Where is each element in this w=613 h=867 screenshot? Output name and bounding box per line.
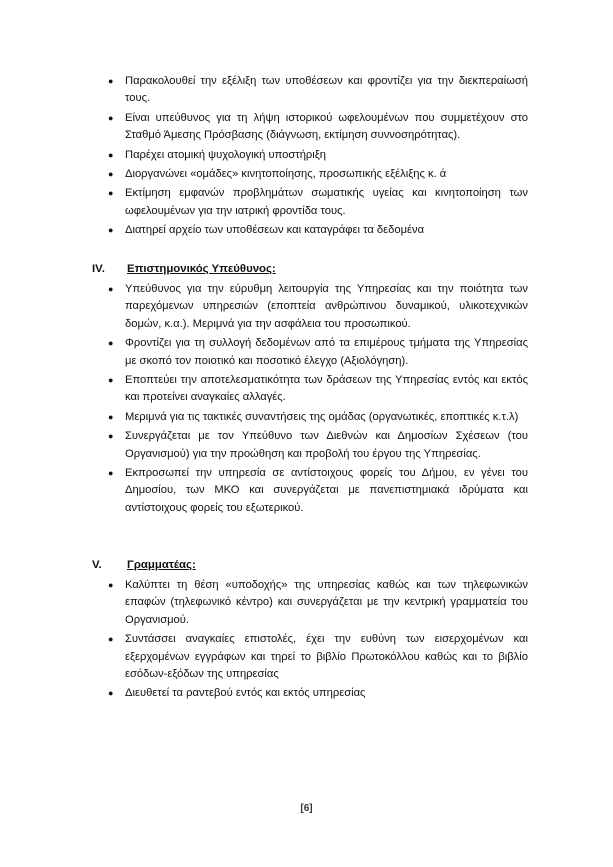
section-title: Γραμματέας: — [127, 559, 196, 571]
bullet-icon: ● — [108, 225, 114, 236]
list-item: ● Διοργανώνει «ομάδες» κινητοποίησης, προσωπικής εξέλιξης κ. ά — [108, 166, 528, 183]
list-item: ● Εκπροσωπεί την υπηρεσία σε αντίστοιχους φορείς του Δήμου, εν γένει του Δημοσίου, των ΜΚΟ και συνεργάζεται με πανεπιστημιακά ιδρύματα και αντίστοιχους φορείς του εξωτερικού. — [108, 467, 528, 514]
list-item: ● Είναι υπεύθυνος για τη λήψη ιστορικού ωφελουμένων που συμμετέχουν στο Σταθμό Άμεσης Πρόσβασης (διάγνωση, εκτίμηση συννοσηρότητας). — [108, 111, 528, 142]
list-item: ● Καλύπτει τη θέση «υποδοχής» της υπηρεσίας καθώς και των τηλεφωνικών επαφών (τηλεφωνικό κέντρο) και συνεργάζεται με την κεντρική γραμματεία του Οργανισμού. — [108, 579, 528, 626]
list-item: ● Παρακολουθεί την εξέλιξη των υποθέσεων και φροντίζει για την διεκπεραίωσή τους. — [108, 75, 528, 105]
page-number: [6] — [300, 803, 313, 814]
bullet-icon: ● — [108, 188, 114, 199]
bullet-icon: ● — [108, 284, 114, 294]
list-item: ● Συνεργάζεται με τον Υπεύθυνο των Διεθνών και Δημοσίων Σχέσεων (του Οργανισμού) για την προώθηση και προβολή του έργου της Υπηρεσίας. — [108, 430, 528, 460]
list-item: ● Εποπτεύει την αποτελεσματικότητα των δράσεων της Υπηρεσίας εντός και εκτός και προτείνει αναγκαίες αλλαγές. — [108, 374, 528, 404]
list-item: ● Διευθετεί τα ραντεβού εντός και εκτός υπηρεσίας — [108, 685, 528, 702]
bullet-icon: ● — [108, 411, 114, 422]
bullet-list-scientific-supervisor — [108, 281, 528, 519]
section-heading-secretary — [92, 559, 196, 571]
bullet-icon: ● — [108, 580, 114, 590]
section-number: IV. — [92, 263, 105, 275]
bullet-icon: ● — [108, 149, 114, 160]
list-item: ● Φροντίζει για τη συλλογή δεδομένων από τα επιμέρους τμήματα της Υπηρεσίας με σκοπό τον ποιοτικό και ποσοτικό έλεγχο (Αξιολόγηση). — [108, 337, 528, 367]
list-item: ● Παρέχει ατομική ψυχολογική υποστήριξη — [108, 147, 528, 164]
section-title: Επιστημονικός Υπεύθυνος: — [127, 263, 276, 275]
bullet-list-top — [108, 73, 528, 242]
bullet-icon: ● — [108, 169, 114, 180]
bullet-icon: ● — [108, 431, 114, 442]
bullet-icon: ● — [108, 112, 114, 123]
list-item: ● Συντάσσει αναγκαίες επιστολές, έχει την ευθύνη των εισερχομένων και εξερχομένων εγγράφων και τηρεί το βιβλίο Πρωτοκόλλου καθώς και το βιβλίο εσόδων-εξόδων της υπηρεσίας — [108, 633, 528, 681]
bullet-icon: ● — [108, 76, 114, 86]
bullet-list-secretary — [108, 577, 528, 705]
section-heading-scientific-supervisor — [92, 263, 276, 275]
bullet-icon: ● — [108, 338, 114, 349]
bullet-icon: ● — [108, 688, 114, 699]
bullet-icon: ● — [108, 634, 114, 645]
list-item: ● Μεριμνά για τις τακτικές συναντήσεις της ομάδας (οργανωτικές, εποπτικές κ.τ.λ) — [108, 409, 528, 426]
section-number: V. — [92, 559, 102, 571]
list-item: ● Διατηρεί αρχείο των υποθέσεων και καταγράφει τα δεδομένα — [108, 222, 528, 239]
list-item: ● Υπεύθυνος για την εύρυθμη λειτουργία της Υπηρεσίας και την ποιότητα των παρεχόμενων υπηρεσιών (εποπτεία ανθρώπινου δυναμικού, υλικοτεχνικών δομών, κ.α.). Μεριμνά για την ασφάλεια του προσωπικού. — [108, 283, 528, 330]
list-item: ● Εκτίμηση εμφανών προβλημάτων σωματικής υγείας και κινητοποίηση των ωφελουμένων για την ιατρική φροντίδα τους. — [108, 187, 528, 217]
bullet-icon: ● — [108, 375, 114, 386]
bullet-icon: ● — [108, 468, 114, 479]
